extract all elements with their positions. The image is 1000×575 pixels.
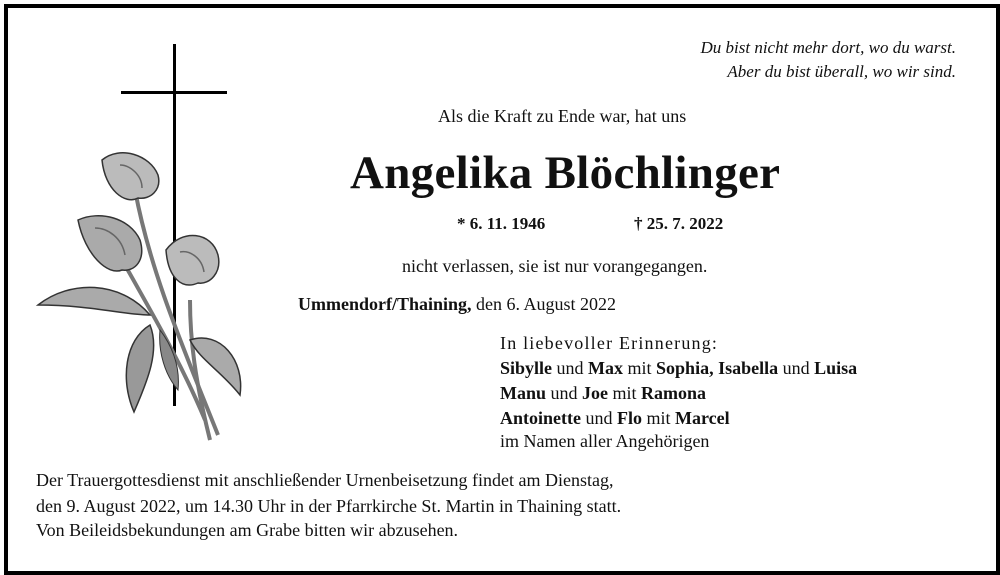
service-line-3: Von Beileidsbekundungen am Grabe bitten wir abzusehen. <box>36 520 459 540</box>
cross-and-lilies-illustration <box>30 40 260 450</box>
birth-date: * 6. 11. 1946 <box>457 214 546 233</box>
family-member-name: Joe <box>582 383 609 403</box>
family-member-name: Max <box>588 358 624 378</box>
not-left-text: nicht verlassen, sie ist nur vorangegangen. <box>402 256 708 276</box>
family-connector-text: und <box>546 383 583 403</box>
family-member-name: Sophia, Isabella <box>656 358 779 378</box>
family-member-name: Manu <box>500 383 547 403</box>
memory-label: In liebevoller Erinnerung: <box>500 333 719 353</box>
family-line-1 <box>500 358 857 379</box>
family-member-name: Antoinette <box>500 408 581 428</box>
family-connector-text: mit <box>641 408 675 428</box>
service-line-1: Der Trauergottesdienst mit anschließender Urnenbeisetzung findet am Dienstag, <box>36 470 614 490</box>
death-date: † 25. 7. 2022 <box>634 214 724 233</box>
family-connector-text: und <box>552 358 589 378</box>
service-line-2: den 9. August 2022, um 14.30 Uhr in der Pfarrkirche St. Martin in Thaining statt. <box>36 496 622 516</box>
family-member-name: Luisa <box>814 358 858 378</box>
family-member-name: Marcel <box>675 408 730 428</box>
family-line-4: im Namen aller Angehörigen <box>500 431 710 451</box>
family-connector-text: mit <box>608 383 642 403</box>
place-name: Ummendorf/Thaining, <box>298 294 472 314</box>
quote-line-1: Du bist nicht mehr dort, wo du warst. <box>700 38 956 57</box>
family-member-name: Ramona <box>641 383 707 403</box>
place-and-date <box>298 294 616 315</box>
family-connector-text: und <box>580 408 617 428</box>
deceased-name: Angelika Blöchlinger <box>350 147 781 199</box>
intro-text: Als die Kraft zu Ende war, hat uns <box>438 106 687 126</box>
family-connector-text: mit <box>623 358 657 378</box>
family-member-name: Sibylle <box>500 358 553 378</box>
quote-line-2: Aber du bist überall, wo wir sind. <box>727 62 956 81</box>
notice-date: den 6. August 2022 <box>471 294 617 314</box>
family-connector-text: und <box>778 358 815 378</box>
family-line-3 <box>500 408 730 429</box>
family-line-2 <box>500 383 706 404</box>
calla-lily-icon <box>38 153 241 440</box>
family-member-name: Flo <box>616 408 642 428</box>
